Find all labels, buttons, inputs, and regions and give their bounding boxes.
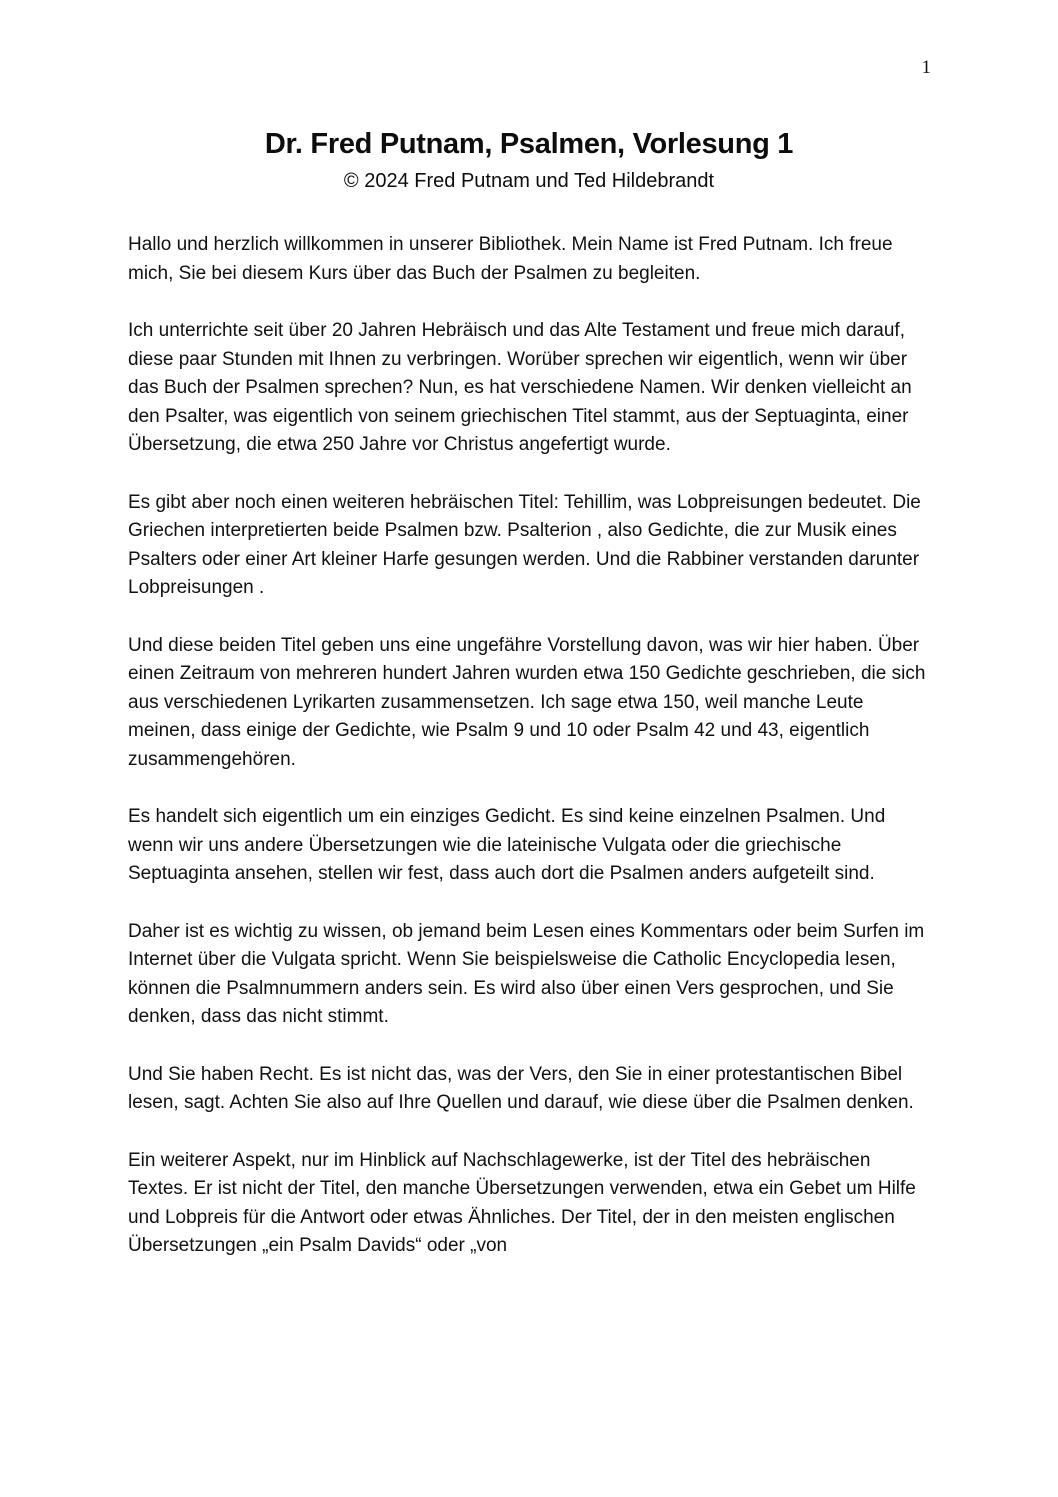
paragraph: Ein weiterer Aspekt, nur im Hinblick auf Nachschlagewerke, ist der Titel des hebräischen Textes. Er ist nicht der Titel, den manche Übersetzungen verwenden, etwa ein Gebet um Hilfe und Lobpreis für die Antwort oder etwas Ähnliches. Der Titel, der in den meisten englischen Übersetzungen „ein Psalm Davids“ oder „von (128, 1149, 916, 1256)
paragraph: Und diese beiden Titel geben uns eine ungefähre Vorstellung davon, was wir hier haben. Über einen Zeitraum von mehreren hundert Jahren wurden etwa 150 Gedichte geschrieben, die sich aus verschiedenen Lyrikarten zusammensetzen. Ich sage etwa 150, weil manche Leute meinen, dass einige der Gedichte, wie Psalm 9 und 10 oder Psalm 42 und 43, eigentlich zusammengehören. (128, 634, 926, 770)
paragraph: Es gibt aber noch einen weiteren hebräischen Titel: Tehillim, was Lobpreisungen bedeutet. Die Griechen interpretierten beide Psalmen bzw. Psalterion , also Gedichte, die zur Musik eines Psalters oder einer Art kleiner Harfe gesungen werden. Und die Rabbiner verstanden darunter Lobpreisungen . (128, 491, 921, 598)
document-body (128, 231, 934, 1261)
paragraph: Daher ist es wichtig zu wissen, ob jemand beim Lesen eines Kommentars oder beim Surfen im Internet über die Vulgata spricht. Wenn Sie beispielsweise die Catholic Encyclopedia lesen, können die Psalmnummern anders sein. Es wird also über einen Vers gesprochen, und Sie denken, dass das nicht stimmt. (128, 920, 925, 1027)
paragraph: Und Sie haben Recht. Es ist nicht das, was der Vers, den Sie in einer protestantischen Bibel lesen, sagt. Achten Sie also auf Ihre Quellen und darauf, wie diese über die Psalmen denken. (128, 1063, 914, 1113)
document-header (0, 0, 1058, 193)
paragraph: Es handelt sich eigentlich um ein einziges Gedicht. Es sind keine einzelnen Psalmen. Und wenn wir uns andere Übersetzungen wie die lateinische Vulgata oder die griechische Septuaginta ansehen, stellen wir fest, dass auch dort die Psalmen anders aufgeteilt sind. (128, 806, 886, 884)
document-title: Dr. Fred Putnam, Psalmen, Vorlesung 1 (264, 128, 794, 160)
copyright-line: © 2024 Fred Putnam und Ted Hildebrandt (343, 170, 715, 192)
page-number: 1 (921, 57, 931, 78)
paragraph: Ich unterrichte seit über 20 Jahren Hebräisch und das Alte Testament und freue mich darauf, diese paar Stunden mit Ihnen zu verbringen. Worüber sprechen wir eigentlich, wenn wir über das Buch der Psalmen sprechen? Nun, es hat verschiedene Namen. Wir denken vielleicht an den Psalter, was eigentlich von seinem griechischen Titel stammt, aus der Septuaginta, einer Übersetzung, die etwa 250 Jahre vor Christus angefertigt wurde. (128, 320, 912, 455)
paragraph: Hallo und herzlich willkommen in unserer Bibliothek. Mein Name ist Fred Putnam. Ich freue mich, Sie bei diesem Kurs über das Buch der Psalmen zu begleiten. (128, 234, 893, 284)
